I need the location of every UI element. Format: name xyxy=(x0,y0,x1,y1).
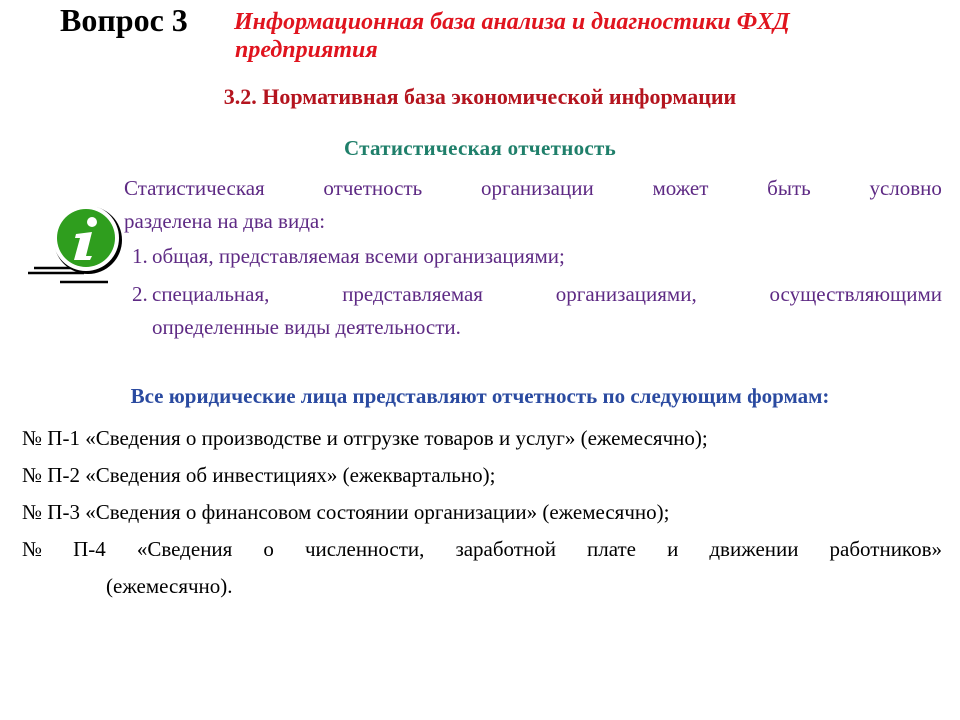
word: быть xyxy=(767,176,811,200)
question-title xyxy=(234,8,874,64)
word: отчетность xyxy=(323,176,423,200)
section-title: 3.2. Нормативная база экономической информации xyxy=(223,84,737,109)
word: плате xyxy=(587,537,636,561)
question-title-line1: Информационная база анализа и диагностики ФХД xyxy=(234,9,790,35)
question-title-line2: предприятия xyxy=(235,37,378,63)
word: организации xyxy=(480,176,594,200)
word: работников» xyxy=(829,537,942,561)
info-icon xyxy=(24,202,134,286)
word: представляемая xyxy=(342,282,483,306)
list-item-number: 1. xyxy=(132,244,148,268)
word: П-4 xyxy=(73,537,106,561)
word: о xyxy=(263,537,274,561)
form-row xyxy=(22,533,942,566)
word: осуществляющими xyxy=(769,282,942,306)
word: численности, xyxy=(304,537,425,561)
list-item-text-line1 xyxy=(152,278,942,311)
word: «Сведения xyxy=(136,537,233,561)
list-item-text: общая, представляемая всеми организациями; xyxy=(152,244,565,268)
list-item-number: 2. xyxy=(132,282,148,306)
word: условно xyxy=(869,176,942,200)
form-row-continuation: (ежемесячно). xyxy=(106,574,233,598)
subtitle: Статистическая отчетность xyxy=(343,136,617,160)
list-item xyxy=(132,278,942,344)
word: может xyxy=(652,176,709,200)
info-intro-line2: разделена на два вида: xyxy=(124,209,326,233)
info-intro-line1 xyxy=(124,172,942,205)
word: специальная, xyxy=(152,282,270,306)
forms-list xyxy=(22,422,942,607)
form-row: № П-3 «Сведения о финансовом состоянии организации» (ежемесячно); xyxy=(22,500,670,524)
word: и xyxy=(667,537,679,561)
form-row: № П-1 «Сведения о производстве и отгрузке товаров и услуг» (ежемесячно); xyxy=(22,426,708,450)
question-label: Вопрос 3 xyxy=(60,2,188,38)
list-item xyxy=(132,240,942,273)
word: движении xyxy=(709,537,799,561)
word: организациями, xyxy=(555,282,697,306)
word: заработной xyxy=(455,537,556,561)
list-item-text-line2: определенные виды деятельности. xyxy=(152,315,461,339)
info-list xyxy=(132,240,942,349)
word: Статистическая xyxy=(124,176,265,200)
forms-heading: Все юридические лица представляют отчетность по следующим формам: xyxy=(130,384,830,408)
info-intro xyxy=(124,172,942,238)
form-row: № П-2 «Сведения об инвестициях» (ежеквартально); xyxy=(22,463,496,487)
word: № xyxy=(22,537,43,561)
list-item-text xyxy=(152,278,942,344)
